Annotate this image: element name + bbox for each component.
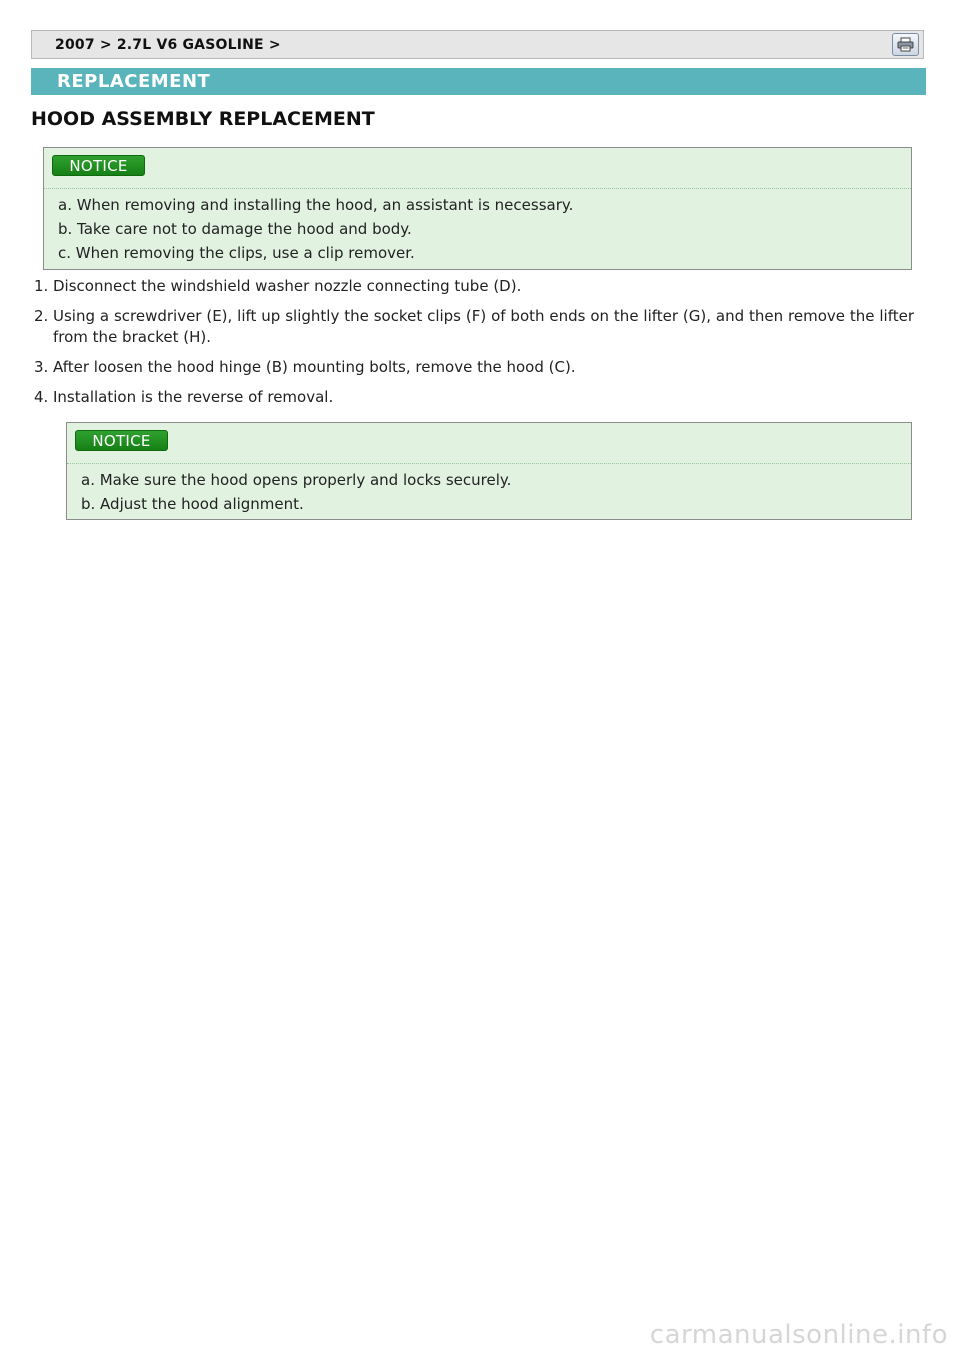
section-header — [31, 68, 926, 95]
notice-item: c. When removing the clips, use a clip remover. — [58, 244, 415, 262]
notice-item: b. Take care not to damage the hood and body. — [58, 220, 412, 238]
notice-item: a. When removing and installing the hood, an assistant is necessary. — [58, 196, 574, 214]
notice-label: NOTICE — [69, 157, 128, 175]
step-item — [34, 306, 914, 348]
notice-list — [58, 193, 573, 265]
notice-label: NOTICE — [92, 432, 151, 450]
notice-label-badge — [75, 430, 168, 451]
watermark: carmanualsonline.info — [649, 1320, 948, 1350]
step-number: 3. — [34, 358, 49, 376]
notice-label-badge — [52, 155, 145, 176]
notice-divider — [67, 463, 911, 464]
step-item — [34, 387, 914, 408]
step-text: After loosen the hood hinge (B) mounting bolts, remove the hood (C). — [53, 358, 576, 376]
print-button[interactable] — [892, 33, 919, 56]
notice-item: a. Make sure the hood opens properly and locks securely. — [81, 471, 512, 489]
step-text: Installation is the reverse of removal. — [53, 388, 334, 406]
notice-box-1 — [43, 147, 912, 270]
printer-icon — [897, 37, 914, 52]
step-text: Disconnect the windshield washer nozzle connecting tube (D). — [53, 277, 522, 295]
step-item — [34, 276, 914, 297]
step-text: Using a screwdriver (E), lift up slightly the socket clips (F) of both ends on the lifter (G), and then remove the lifter from the bracket (H). — [53, 307, 914, 346]
step-number: 2. — [34, 307, 49, 325]
notice-divider — [44, 188, 911, 189]
notice-box-2 — [66, 422, 912, 520]
breadcrumb — [31, 30, 924, 59]
procedure-steps — [34, 276, 914, 417]
notice-list — [81, 468, 511, 516]
page-title: HOOD ASSEMBLY REPLACEMENT — [31, 108, 375, 130]
breadcrumb-text: 2007 > 2.7L V6 GASOLINE > — [55, 37, 281, 53]
step-item — [34, 357, 914, 378]
step-number: 1. — [34, 277, 49, 295]
notice-item: b. Adjust the hood alignment. — [81, 495, 304, 513]
step-number: 4. — [34, 388, 49, 406]
section-title: REPLACEMENT — [57, 71, 211, 92]
